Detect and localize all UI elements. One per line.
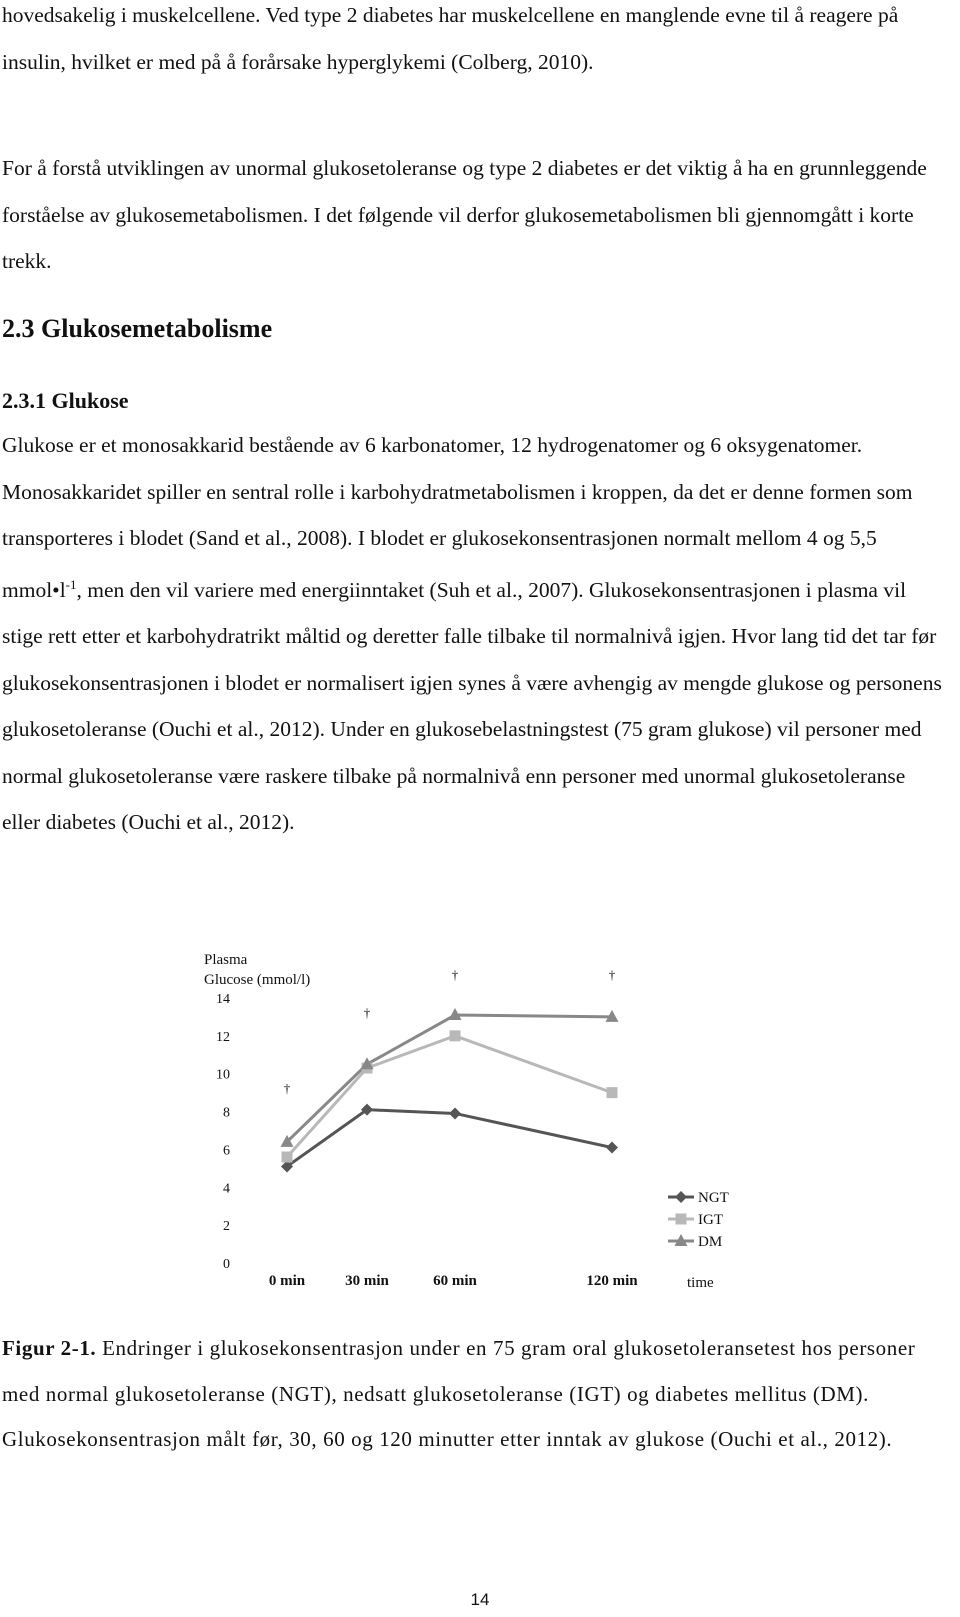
data-point-ngt [449, 1107, 461, 1119]
y-tick-label: 2 [223, 1219, 230, 1235]
y-tick-labels [216, 992, 230, 1272]
paragraph-text-part-2: , men den vil variere med energiinntaket (Suh et al., 2007). Glukosekonsentrasjonen i plasma vil stige rett etter et karbohydratrikt måltid og deretter falle tilbake til normalnivå igjen. Hvor lang tid det tar før glukosekonsentrasjonen i blodet er normalisert igjen synes å være avhengig av mengde glukose og personens glukosetoleranse (Ouchi et al., 2012). Under en glukosebelastningstest (75 gram glukose) vil personer med normal glukosetoleranse være raskere tilbake på normalnivå enn personer med unormal glukosetoleranse eller diabetes (Ouchi et al., 2012). [2, 577, 942, 835]
body-paragraph-glucose [2, 422, 942, 846]
significance-dagger: † [283, 1080, 291, 1096]
figure-caption [2, 1326, 942, 1463]
x-tick-labels [269, 1273, 638, 1289]
chart-legend [668, 1190, 729, 1250]
y-axis-title-line2: Glucose (mmol/l) [204, 972, 311, 988]
body-paragraph-intro: hovedsakelig i muskelcellene. Ved type 2 diabetes har muskelcellene en manglende evne til å reagere på insulin, hvilket er med på å forårsake hyperglykemi (Colberg, 2010). [2, 3, 899, 74]
legend-swatch-marker [676, 1214, 687, 1225]
data-point-igt [607, 1087, 618, 1098]
y-tick-label: 0 [223, 1257, 230, 1272]
x-tick-label: 0 min [268, 1273, 306, 1289]
glucose-line-chart [190, 940, 750, 1300]
superscript-exponent: -1 [65, 576, 77, 592]
legend-swatch-marker [675, 1191, 687, 1203]
y-tick-label: 4 [223, 1181, 230, 1197]
data-point-ngt [606, 1142, 618, 1154]
y-tick-label: 8 [223, 1105, 230, 1121]
figure-caption-label: Figur 2-1. [2, 1336, 97, 1360]
subsection-heading-2-3-1: 2.3.1 Glukose [2, 388, 129, 413]
significance-dagger: † [451, 967, 459, 983]
data-point-igt [450, 1030, 461, 1041]
y-tick-label: 10 [216, 1067, 230, 1083]
paragraph-text-part-1: Glukose er et monosakkarid bestående av 6 karbonatomer, 12 hydrogenatomer og 6 oksygenatomer. Monosakkaridet spiller en sentral rolle i karbohydratmetabolismen i kroppen, da det er denne formen som transporteres i blodet (Sand et al., 2008). I blodet er glukosekonsentrasjonen normalt mellom 4 og 5,5 mmol•l [2, 433, 913, 602]
figure-caption-text: Endringer i glukosekonsentrasjon under en 75 gram oral glukosetoleransetest hos personer med normal glukosetoleranse (NGT), nedsatt glukosetoleranse (IGT) og diabetes mellitus (DM). Glukosekonsentrasjon målt før, 30, 60 og 120 minutter etter inntak av glukose (Ouchi et al., 2012). [2, 1336, 916, 1451]
x-tick-label: 120 min [586, 1273, 638, 1289]
section-heading-2-3: 2.3 Glukosemetabolisme [2, 314, 273, 343]
significance-dagger: † [363, 1004, 371, 1020]
significance-dagger: † [608, 967, 616, 983]
y-tick-label: 12 [216, 1029, 230, 1045]
legend-label-ngt: NGT [698, 1190, 729, 1206]
series-line-ngt [287, 1110, 612, 1167]
legend-label-igt: IGT [698, 1212, 723, 1228]
y-tick-label: 14 [216, 992, 230, 1007]
x-axis-title: time [687, 1275, 714, 1291]
x-tick-label: 60 min [433, 1273, 477, 1289]
data-point-igt [282, 1152, 293, 1163]
series-markers [281, 1008, 619, 1172]
y-axis-title-line1: Plasma [204, 952, 248, 968]
legend-label-dm: DM [698, 1234, 723, 1250]
y-tick-label: 6 [223, 1143, 230, 1159]
page-number: 14 [470, 1590, 490, 1609]
x-tick-label: 30 min [345, 1273, 389, 1289]
body-paragraph-glucose-metabolism-intro: For å forstå utviklingen av unormal glukosetoleranse og type 2 diabetes er det viktig å ha en grunnleggende forståelse av glukosemetabolismen. I det følgende vil derfor glukosemetabolismen bli gjennomgått i korte trekk. [2, 156, 927, 273]
